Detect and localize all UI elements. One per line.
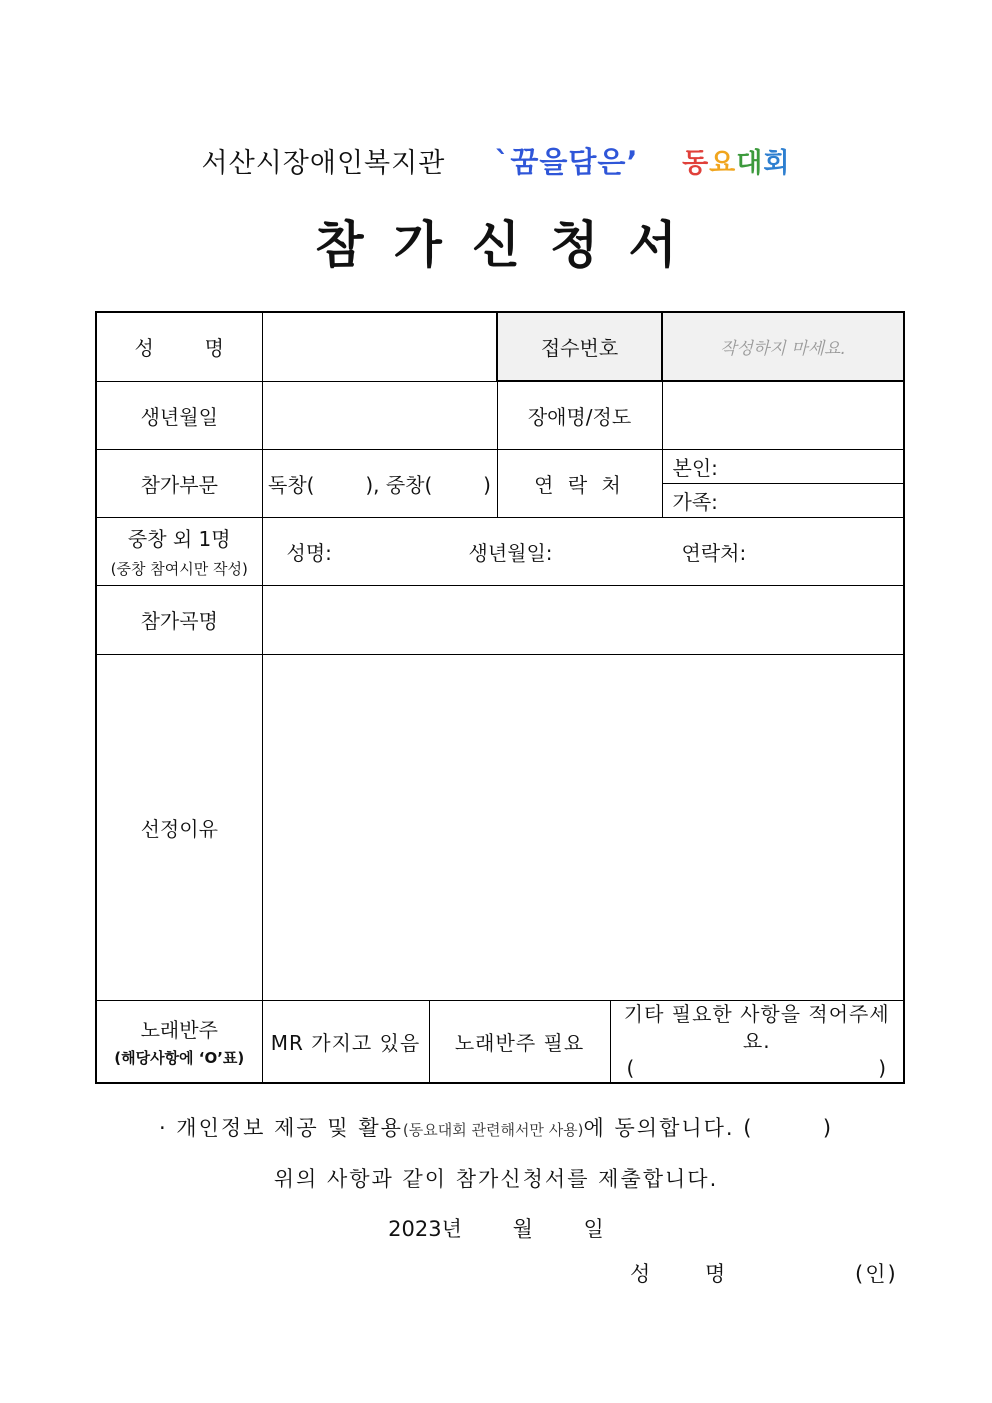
contact-label: 연 락 처: [497, 449, 662, 517]
event-name-logo: [682, 148, 790, 179]
accompaniment-etc-blank: [611, 1055, 904, 1082]
contact-self-field[interactable]: 본인:: [662, 449, 904, 483]
privacy-consent: [0, 1112, 992, 1142]
name-label: 성 명: [96, 312, 262, 381]
signature-seal: (인): [855, 1262, 898, 1286]
paren-close: ): [878, 1055, 887, 1080]
form-title: 참가신청서: [315, 215, 707, 274]
submission-statement: 위의 사항과 같이 참가신청서를 제출합니다.: [273, 1167, 719, 1191]
signature-name-label: 성 명: [630, 1262, 750, 1286]
accompaniment-label: 노래반주: [140, 1018, 218, 1042]
event-char-1: 동: [682, 148, 710, 179]
name-field[interactable]: [262, 312, 497, 381]
consent-suffix[interactable]: 에 동의합니다. ( ): [583, 1116, 834, 1140]
event-char-4: 회: [763, 148, 791, 179]
duet-label-cell: [96, 517, 262, 585]
disability-label: 장애명/정도: [497, 381, 662, 449]
duet-label: 중창 외 1명: [127, 527, 231, 551]
slogan-text: `꿈을담은’: [494, 145, 639, 179]
paren-open: (: [626, 1055, 636, 1080]
duet-contact: 연락처:: [681, 540, 747, 565]
song-title-label: 참가곡명: [96, 585, 262, 654]
receipt-number-note: 작성하지 마세요.: [662, 312, 904, 381]
accompaniment-sublabel: (해당사항에 ‘O’표): [114, 1049, 245, 1067]
birth-date-label: 생년월일: [96, 381, 262, 449]
birth-date-field[interactable]: [262, 381, 497, 449]
duet-birth: 생년월일:: [468, 540, 553, 565]
consent-prefix: · 개인정보 제공 및 활용: [158, 1116, 403, 1140]
accompaniment-need-option[interactable]: 노래반주 필요: [429, 1000, 610, 1083]
accompaniment-etc-option[interactable]: [610, 1000, 904, 1083]
category-label: 참가부문: [96, 449, 262, 517]
song-title-field[interactable]: [262, 585, 904, 654]
duet-sublabel: (중창 참여시만 작성): [110, 560, 248, 578]
contact-family-field[interactable]: 가족:: [662, 483, 904, 517]
date-line: [0, 1213, 992, 1243]
consent-note: (동요대회 관련해서만 사용): [402, 1121, 584, 1139]
event-char-3: 대: [736, 148, 764, 179]
category-options[interactable]: 독창( ), 중창( ): [262, 449, 497, 517]
application-form-table: [95, 311, 905, 1084]
accompaniment-mr-option[interactable]: MR 가지고 있음: [262, 1000, 429, 1083]
header-line: [0, 140, 992, 181]
date-year: 2023년: [388, 1217, 462, 1241]
duet-name: 성명:: [286, 540, 332, 565]
receipt-number-label: 접수번호: [497, 312, 662, 381]
accompaniment-label-cell: [96, 1000, 262, 1083]
selection-reason-field[interactable]: [262, 654, 904, 1000]
organization-name: 서산시장애인복지관: [201, 148, 446, 179]
event-char-2: 요: [709, 148, 737, 179]
duet-info-field[interactable]: [262, 517, 904, 585]
date-day[interactable]: 일: [583, 1217, 604, 1241]
date-month[interactable]: 월: [512, 1217, 533, 1241]
selection-reason-label: 선정이유: [96, 654, 262, 1000]
disability-field[interactable]: [662, 381, 904, 449]
accompaniment-etc-text: 기타 필요한 사항을 적어주세요.: [623, 1001, 890, 1053]
